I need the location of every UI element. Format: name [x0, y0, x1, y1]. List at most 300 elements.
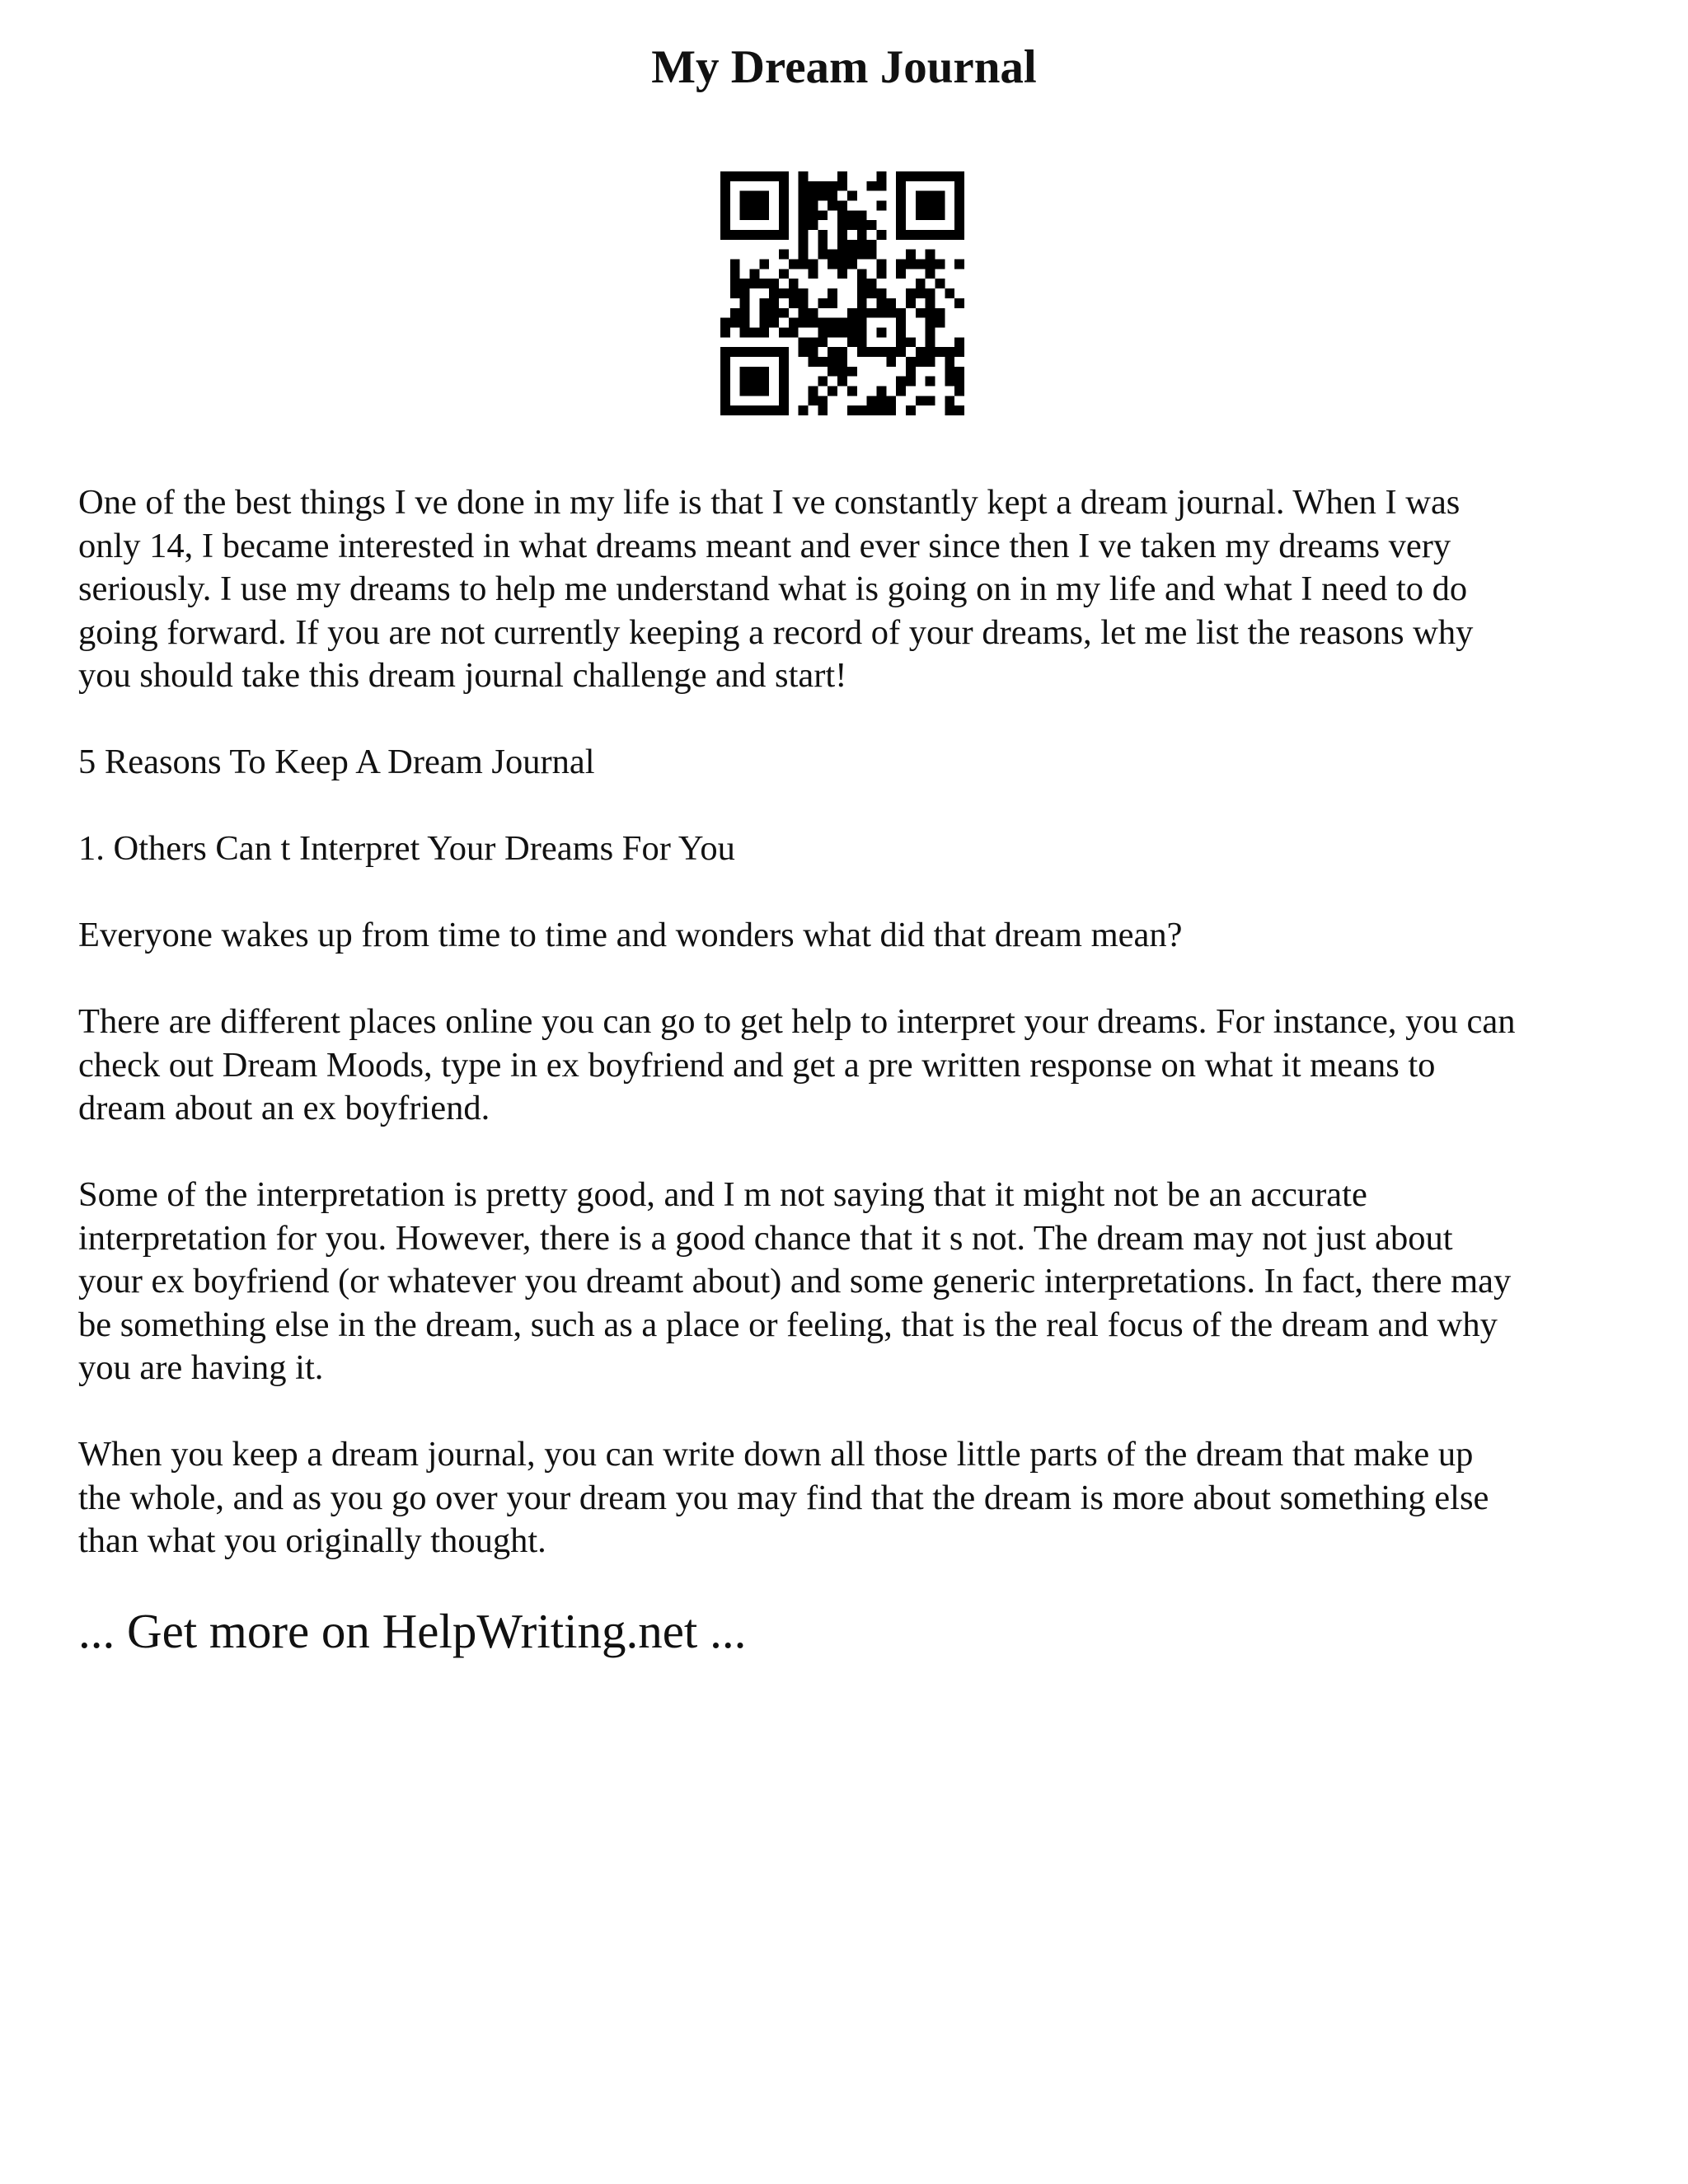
- qr-module: [926, 210, 935, 220]
- qr-module: [906, 298, 916, 308]
- qr-module: [954, 405, 964, 415]
- qr-code-image: [720, 171, 964, 415]
- qr-module: [837, 201, 847, 211]
- qr-module: [926, 327, 935, 337]
- qr-module: [954, 298, 964, 308]
- qr-module: [896, 377, 906, 387]
- qr-module: [750, 210, 760, 220]
- qr-module: [759, 386, 769, 396]
- qr-module: [847, 308, 857, 318]
- qr-module: [847, 386, 857, 396]
- qr-module: [926, 298, 935, 308]
- qr-module: [750, 386, 760, 396]
- qr-module: [779, 288, 789, 298]
- qr-module: [750, 367, 760, 377]
- qr-module: [896, 210, 906, 220]
- qr-module: [769, 298, 779, 308]
- qr-module: [799, 250, 809, 260]
- qr-module: [720, 347, 730, 357]
- qr-module: [837, 240, 847, 250]
- qr-module: [857, 308, 867, 318]
- text-line: One of the best things I ve done in my life is that I ve constantly kept a dream journal. When I was: [78, 483, 1461, 522]
- qr-module: [935, 318, 945, 328]
- qr-module: [740, 191, 750, 201]
- qr-module: [837, 230, 847, 240]
- qr-module: [769, 318, 779, 328]
- qr-module: [926, 308, 935, 318]
- qr-module: [926, 260, 935, 269]
- qr-module: [857, 240, 867, 250]
- text-line: Everyone wakes up from time to time and wonders what did that dream mean?: [78, 916, 1183, 954]
- qr-module: [750, 201, 760, 211]
- qr-module: [828, 318, 837, 328]
- qr-module: [896, 269, 906, 279]
- qr-module: [945, 396, 954, 405]
- qr-module: [740, 367, 750, 377]
- qr-module: [857, 298, 867, 308]
- qr-module: [759, 171, 769, 181]
- qr-module: [945, 171, 954, 181]
- qr-module: [799, 318, 809, 328]
- qr-module: [896, 181, 906, 191]
- qr-module: [750, 279, 760, 288]
- text-line: When you keep a dream journal, you can write down all those little parts of the dream that make up: [78, 1435, 1474, 1474]
- qr-module: [935, 279, 945, 288]
- qr-module: [809, 191, 818, 201]
- qr-module: [799, 337, 809, 347]
- qr-module: [945, 367, 954, 377]
- qr-module: [759, 230, 769, 240]
- qr-module: [759, 191, 769, 201]
- text-line: 5 Reasons To Keep A Dream Journal: [78, 743, 595, 781]
- qr-module: [886, 405, 896, 415]
- qr-module: [828, 298, 837, 308]
- qr-module: [954, 386, 964, 396]
- text-line: your ex boyfriend (or whatever you dreamt about) and some generic interpretations. In fact, there may: [78, 1262, 1512, 1301]
- qr-module: [916, 191, 926, 201]
- qr-module: [916, 357, 926, 367]
- qr-module: [954, 367, 964, 377]
- page-title: My Dream Journal: [651, 41, 1037, 93]
- qr-module: [954, 201, 964, 211]
- qr-module: [857, 269, 867, 279]
- qr-module: [886, 357, 896, 367]
- qr-module: [906, 367, 916, 377]
- qr-module: [779, 386, 789, 396]
- qr-module: [779, 269, 789, 279]
- qr-module: [818, 396, 828, 405]
- qr-module: [926, 377, 935, 387]
- qr-module: [769, 230, 779, 240]
- qr-module: [818, 318, 828, 328]
- qr-module: [720, 386, 730, 396]
- qr-module: [799, 288, 809, 298]
- text-line: There are different places online you can go to get help to interpret your dreams. For instance, you can: [78, 1002, 1516, 1041]
- qr-module: [837, 367, 847, 377]
- qr-module: [945, 347, 954, 357]
- qr-module: [945, 288, 954, 298]
- qr-module: [906, 377, 916, 387]
- qr-module: [720, 367, 730, 377]
- qr-module: [809, 318, 818, 328]
- qr-module: [857, 220, 867, 230]
- qr-module: [818, 298, 828, 308]
- qr-module: [837, 347, 847, 357]
- qr-module: [828, 260, 837, 269]
- qr-module: [730, 318, 740, 328]
- qr-module: [828, 367, 837, 377]
- qr-module: [954, 210, 964, 220]
- qr-module: [779, 405, 789, 415]
- qr-module: [828, 201, 837, 211]
- qr-module: [740, 288, 750, 298]
- qr-module: [809, 357, 818, 367]
- qr-module: [886, 308, 896, 318]
- qr-module: [769, 279, 779, 288]
- qr-module: [828, 191, 837, 201]
- qr-module: [945, 405, 954, 415]
- qr-module: [828, 181, 837, 191]
- qr-module: [926, 337, 935, 347]
- qr-module: [759, 201, 769, 211]
- qr-module: [906, 250, 916, 260]
- qr-module: [926, 171, 935, 181]
- qr-module: [789, 318, 799, 328]
- qr-module: [867, 220, 877, 230]
- qr-module: [876, 288, 886, 298]
- qr-module: [720, 210, 730, 220]
- qr-module: [759, 260, 769, 269]
- qr-module: [720, 171, 730, 181]
- qr-module: [740, 308, 750, 318]
- qr-module: [818, 250, 828, 260]
- qr-module: [847, 318, 857, 328]
- qr-module: [789, 279, 799, 288]
- text-line: you should take this dream journal challenge and start!: [78, 656, 847, 695]
- qr-module: [818, 377, 828, 387]
- qr-module: [876, 201, 886, 211]
- qr-module: [876, 396, 886, 405]
- qr-module: [945, 230, 954, 240]
- qr-module: [926, 347, 935, 357]
- qr-module: [876, 405, 886, 415]
- qr-module: [818, 191, 828, 201]
- qr-module: [750, 347, 760, 357]
- text-line: dream about an ex boyfriend.: [78, 1089, 490, 1127]
- qr-module: [809, 181, 818, 191]
- qr-module: [809, 337, 818, 347]
- qr-module: [906, 337, 916, 347]
- qr-module: [759, 318, 769, 328]
- qr-module: [779, 396, 789, 405]
- qr-module: [926, 230, 935, 240]
- qr-module: [935, 191, 945, 201]
- qr-module: [926, 357, 935, 367]
- text-line: going forward. If you are not currently keeping a record of your dreams, let me list the reasons why: [78, 612, 1474, 652]
- qr-module: [750, 171, 760, 181]
- qr-module: [799, 308, 809, 318]
- text-line: 1. Others Can t Interpret Your Dreams For You: [78, 829, 735, 868]
- qr-module: [818, 210, 828, 220]
- qr-module: [857, 327, 867, 337]
- qr-module: [935, 201, 945, 211]
- qr-module: [876, 171, 886, 181]
- qr-module: [926, 201, 935, 211]
- body-paragraph: [78, 1001, 1628, 1131]
- qr-module: [809, 308, 818, 318]
- qr-module: [876, 386, 886, 396]
- qr-module: [896, 327, 906, 337]
- qr-module: [769, 288, 779, 298]
- qr-module: [857, 318, 867, 328]
- qr-module: [799, 230, 809, 240]
- qr-module: [789, 260, 799, 269]
- qr-module: [857, 288, 867, 298]
- qr-module: [896, 191, 906, 201]
- text-line: only 14, I became interested in what dreams meant and ever since then I ve taken my dreams very: [78, 526, 1451, 565]
- get-more-link[interactable]: ... Get more on HelpWriting.net ...: [78, 1604, 747, 1658]
- qr-module: [740, 347, 750, 357]
- qr-module: [935, 171, 945, 181]
- qr-module: [876, 269, 886, 279]
- qr-module: [740, 405, 750, 415]
- qr-module: [896, 347, 906, 357]
- qr-module: [847, 210, 857, 220]
- qr-module: [906, 405, 916, 415]
- qr-module: [740, 210, 750, 220]
- qr-module: [935, 260, 945, 269]
- qr-module: [759, 327, 769, 337]
- body-paragraph: [78, 1174, 1628, 1390]
- qr-module: [789, 327, 799, 337]
- qr-module: [799, 405, 809, 415]
- qr-module: [799, 260, 809, 269]
- qr-module: [896, 201, 906, 211]
- qr-module: [837, 269, 847, 279]
- qr-module: [886, 396, 896, 405]
- qr-module: [740, 279, 750, 288]
- qr-module: [847, 220, 857, 230]
- qr-module: [730, 308, 740, 318]
- qr-module: [867, 279, 877, 288]
- qr-module: [750, 230, 760, 240]
- qr-module: [847, 405, 857, 415]
- qr-module: [789, 298, 799, 308]
- qr-module: [935, 347, 945, 357]
- qr-module: [779, 308, 789, 318]
- qr-module: [740, 230, 750, 240]
- qr-module: [799, 171, 809, 181]
- qr-module: [916, 230, 926, 240]
- qr-module: [769, 405, 779, 415]
- qr-module: [847, 260, 857, 269]
- qr-module: [935, 230, 945, 240]
- qr-module: [779, 377, 789, 387]
- qr-module: [916, 279, 926, 288]
- qr-module: [828, 386, 837, 396]
- qr-module: [759, 308, 769, 318]
- qr-module: [750, 405, 760, 415]
- qr-module: [759, 405, 769, 415]
- qr-module: [954, 347, 964, 357]
- qr-module: [926, 269, 935, 279]
- qr-module: [916, 171, 926, 181]
- qr-module: [809, 269, 818, 279]
- qr-module: [740, 386, 750, 396]
- qr-module: [818, 405, 828, 415]
- qr-module: [896, 220, 906, 230]
- qr-module: [828, 347, 837, 357]
- qr-module: [779, 220, 789, 230]
- qr-module: [935, 210, 945, 220]
- qr-module: [876, 308, 886, 318]
- qr-module: [769, 171, 779, 181]
- qr-module: [779, 357, 789, 367]
- qr-module: [799, 298, 809, 308]
- qr-module: [809, 260, 818, 269]
- qr-module: [759, 347, 769, 357]
- qr-module: [896, 318, 906, 328]
- qr-module: [916, 347, 926, 357]
- qr-module: [750, 269, 760, 279]
- qr-module: [740, 171, 750, 181]
- qr-module: [759, 298, 769, 308]
- qr-module: [769, 347, 779, 357]
- qr-module: [867, 347, 877, 357]
- qr-module: [837, 210, 847, 220]
- qr-module: [799, 210, 809, 220]
- qr-module: [769, 308, 779, 318]
- qr-module: [730, 171, 740, 181]
- qr-module: [799, 220, 809, 230]
- qr-module: [916, 210, 926, 220]
- qr-module: [818, 357, 828, 367]
- text-line: Some of the interpretation is pretty good, and I m not saying that it might not be an accurate: [78, 1175, 1367, 1214]
- qr-module: [876, 181, 886, 191]
- qr-module: [847, 367, 857, 377]
- qr-module: [945, 357, 954, 367]
- qr-module: [720, 396, 730, 405]
- qr-module: [906, 288, 916, 298]
- qr-module: [720, 191, 730, 201]
- qr-module: [828, 288, 837, 298]
- qr-module: [847, 191, 857, 201]
- qr-module: [837, 250, 847, 260]
- qr-module: [945, 377, 954, 387]
- qr-module: [759, 377, 769, 387]
- qr-module: [847, 327, 857, 337]
- qr-module: [779, 210, 789, 220]
- qr-module: [906, 171, 916, 181]
- qr-module: [818, 327, 828, 337]
- body-paragraph: [78, 914, 1628, 958]
- qr-module: [926, 191, 935, 201]
- qr-module: [876, 230, 886, 240]
- qr-module: [779, 327, 789, 337]
- qr-module: [818, 240, 828, 250]
- qr-module: [916, 201, 926, 211]
- qr-module: [857, 347, 867, 357]
- qr-module: [730, 288, 740, 298]
- qr-module: [750, 377, 760, 387]
- qr-module: [876, 347, 886, 357]
- qr-module: [720, 220, 730, 230]
- qr-module: [809, 396, 818, 405]
- text-line: seriously. I use my dreams to help me understand what is going on in my life and what I need to do: [78, 569, 1468, 608]
- qr-module: [847, 337, 857, 347]
- qr-module: [954, 171, 964, 181]
- qr-module: [740, 327, 750, 337]
- qr-module: [759, 279, 769, 288]
- qr-module: [837, 260, 847, 269]
- qr-module: [906, 260, 916, 269]
- qr-module: [720, 405, 730, 415]
- qr-module: [867, 396, 877, 405]
- qr-module: [730, 269, 740, 279]
- qr-module: [916, 288, 926, 298]
- qr-module: [720, 181, 730, 191]
- qr-module: [896, 337, 906, 347]
- qr-module: [837, 171, 847, 181]
- article-body: [78, 481, 1628, 1666]
- qr-module: [809, 210, 818, 220]
- qr-module: [857, 337, 867, 347]
- qr-module: [779, 181, 789, 191]
- qr-module: [809, 347, 818, 357]
- qr-module: [720, 327, 730, 337]
- qr-module: [779, 230, 789, 240]
- qr-module: [740, 201, 750, 211]
- qr-module: [799, 191, 809, 201]
- qr-module: [730, 230, 740, 240]
- qr-module: [954, 181, 964, 191]
- qr-module: [779, 191, 789, 201]
- qr-module: [847, 250, 857, 260]
- qr-module: [916, 260, 926, 269]
- qr-module: [896, 260, 906, 269]
- qr-module: [896, 386, 906, 396]
- qr-module: [857, 279, 867, 288]
- qr-module: [867, 405, 877, 415]
- qr-module: [867, 240, 877, 250]
- qr-module: [954, 260, 964, 269]
- text-line: the whole, and as you go over your dream you may find that the dream is more about something else: [78, 1478, 1489, 1517]
- text-line: check out Dream Moods, type in ex boyfriend and get a pre written response on what it means to: [78, 1045, 1436, 1085]
- qr-module: [818, 230, 828, 240]
- qr-module: [837, 318, 847, 328]
- qr-module: [759, 367, 769, 377]
- qr-module: [926, 250, 935, 260]
- qr-module: [779, 347, 789, 357]
- qr-module: [837, 377, 847, 387]
- qr-module: [740, 318, 750, 328]
- qr-module: [730, 405, 740, 415]
- qr-module: [730, 347, 740, 357]
- qr-module: [867, 308, 877, 318]
- qr-module: [730, 279, 740, 288]
- qr-module: [779, 201, 789, 211]
- intro-paragraph: [78, 481, 1628, 698]
- qr-module: [954, 220, 964, 230]
- qr-module: [926, 396, 935, 405]
- qr-module: [720, 318, 730, 328]
- section-heading: [78, 741, 1628, 785]
- qr-module: [799, 240, 809, 250]
- qr-module: [720, 230, 730, 240]
- qr-module: [789, 288, 799, 298]
- qr-module: [867, 288, 877, 298]
- qr-module: [799, 347, 809, 357]
